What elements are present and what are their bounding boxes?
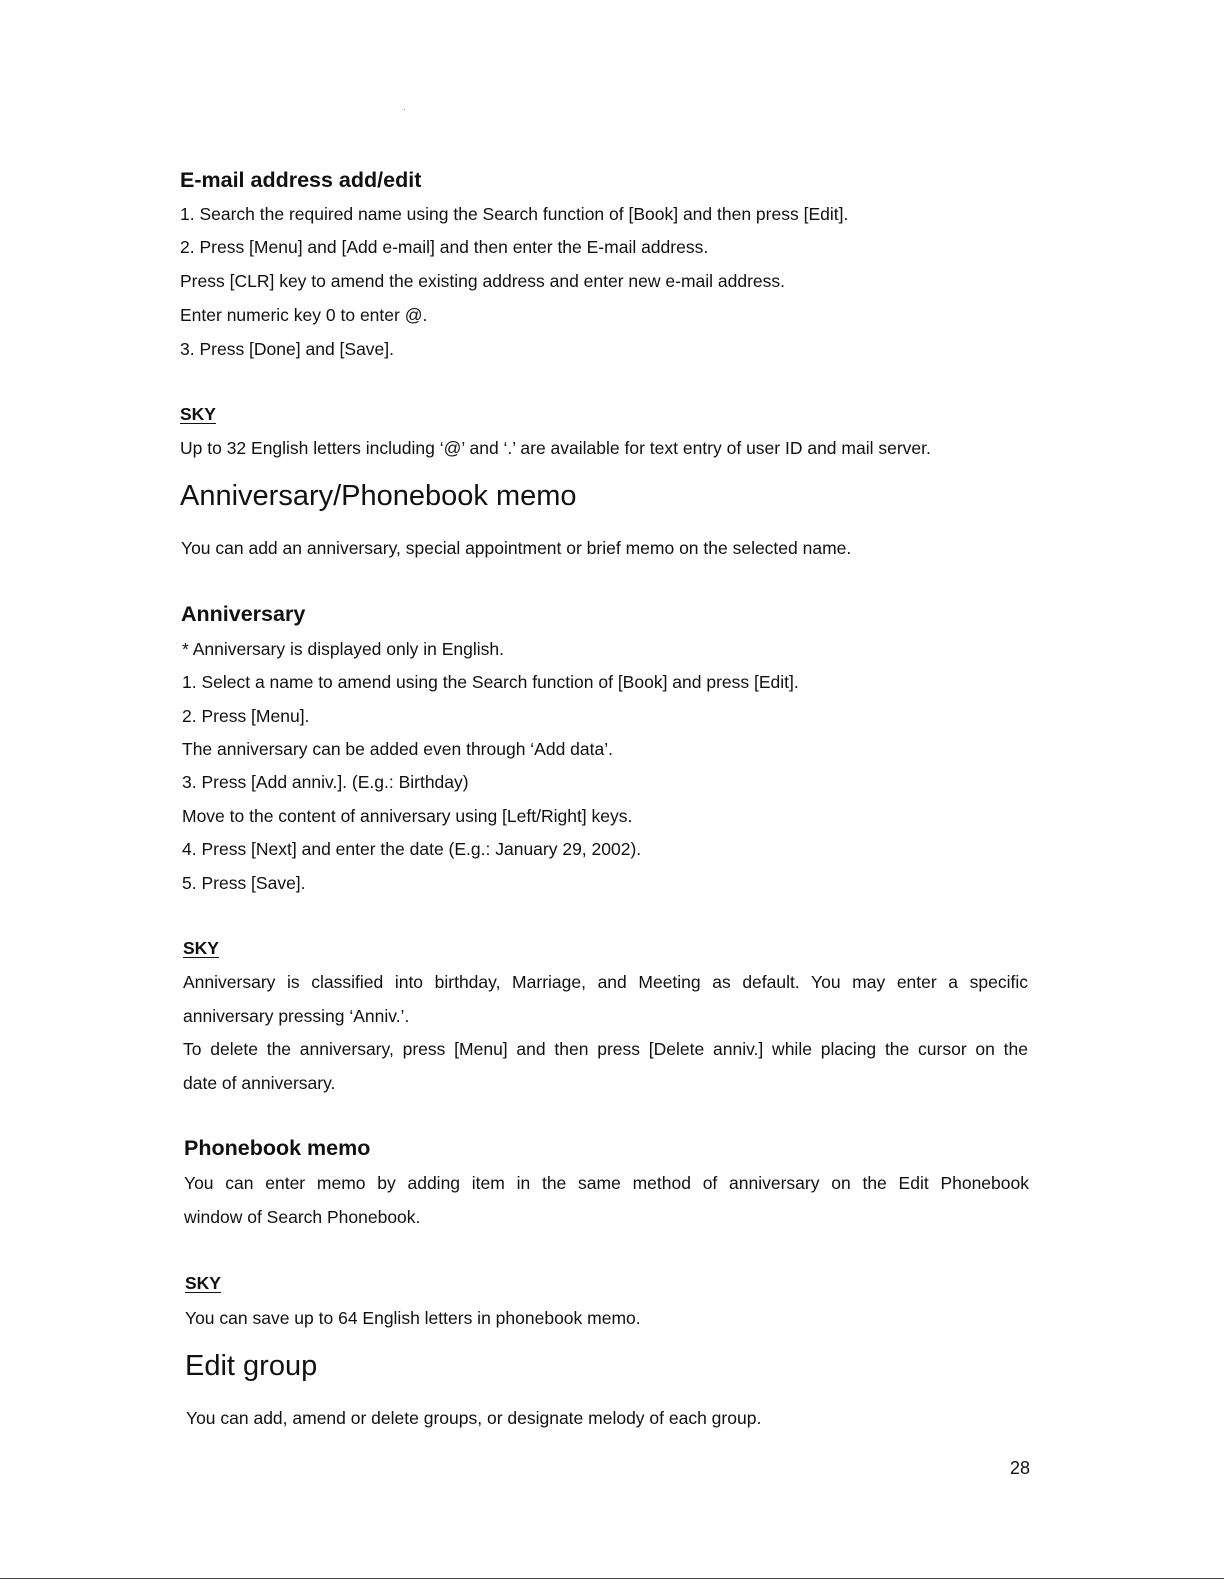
anniversary-heading: Anniversary [181,602,306,626]
scan-speck [404,109,405,110]
anniversary-step-1: 1. Select a name to amend using the Search function of [Book] and press [Edit]. [182,672,799,692]
phonebook-memo-line-1: You can enter memo by adding item in the same method of anniversary on the Edit Phonebook [184,1173,1029,1193]
anniversary-keys-note: Move to the content of anniversary using [Left/Right] keys. [182,806,633,826]
phonebook-memo-sky-label: SKY [185,1273,221,1293]
email-step-3: 3. Press [Done] and [Save]. [180,339,395,359]
scan-bottom-edge [0,1578,1224,1579]
phonebook-memo-sky-note: You can save up to 64 English letters in phonebook memo. [185,1308,641,1328]
anniversary-english-note: * Anniversary is displayed only in English. [182,639,504,659]
anniversary-sky-line-2: anniversary pressing ‘Anniv.’. [183,1006,410,1026]
anniversary-sky-line-3: To delete the anniversary, press [Menu] and then press [Delete anniv.] while placing the cursor on the [183,1039,1028,1059]
anniversary-step-4: 4. Press [Next] and enter the date (E.g.: January 29, 2002). [182,839,642,859]
edit-group-heading: Edit group [185,1350,318,1382]
anniversary-sky-label: SKY [183,938,219,958]
email-step-2: 2. Press [Menu] and [Add e-mail] and then enter the E-mail address. [180,237,709,257]
phonebook-memo-line-2: window of Search Phonebook. [184,1207,421,1227]
anniversary-step-5: 5. Press [Save]. [182,873,306,893]
anniversary-add-data-note: The anniversary can be added even through ‘Add data’. [182,739,613,759]
email-at-note: Enter numeric key 0 to enter @. [180,305,428,325]
phonebook-memo-heading: Phonebook memo [184,1136,371,1160]
anniv-memo-intro: You can add an anniversary, special appointment or brief memo on the selected name. [181,538,852,558]
email-sky-note: Up to 32 English letters including ‘@’ and ‘.’ are available for text entry of user ID and mail server. [180,438,931,458]
anniversary-sky-line-4: date of anniversary. [183,1073,336,1093]
anniversary-step-2: 2. Press [Menu]. [182,706,310,726]
email-clr-note: Press [CLR] key to amend the existing address and enter new e-mail address. [180,271,786,291]
page-number: 28 [1010,1458,1031,1478]
email-sky-label: SKY [180,404,216,424]
anniv-memo-heading: Anniversary/Phonebook memo [180,480,577,512]
anniversary-step-3: 3. Press [Add anniv.]. (E.g.: Birthday) [182,772,469,792]
anniversary-sky-line-1: Anniversary is classified into birthday, Marriage, and Meeting as default. You may enter a specific [183,972,1028,992]
email-section-heading: E-mail address add/edit [180,168,422,192]
edit-group-intro: You can add, amend or delete groups, or designate melody of each group. [186,1408,762,1428]
email-step-1: 1. Search the required name using the Search function of [Book] and then press [Edit]. [180,204,849,224]
